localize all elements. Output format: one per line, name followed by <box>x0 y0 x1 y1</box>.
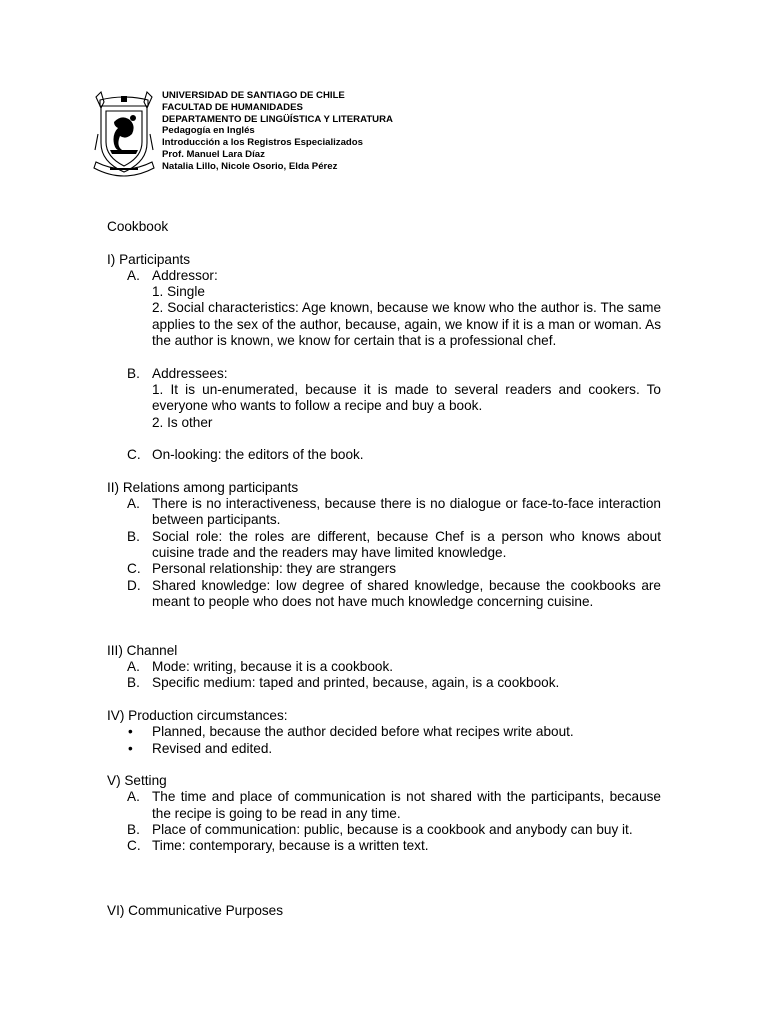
list-item <box>107 741 661 757</box>
addressees-point-2: 2. Is other <box>152 414 213 430</box>
list-item <box>107 268 661 284</box>
list-item <box>107 822 661 838</box>
list-item <box>107 838 661 854</box>
addressees-label: Addressees: <box>152 365 228 381</box>
list-item <box>107 496 661 529</box>
list-item <box>107 675 661 691</box>
university-crest-icon <box>92 88 156 180</box>
faculty-name: FACULTAD DE HUMANIDADES <box>162 101 303 113</box>
section-heading-channel: III) Channel <box>107 642 178 658</box>
list-marker: C. <box>127 561 141 577</box>
list-marker: C. <box>127 838 141 854</box>
list-item <box>107 447 661 463</box>
document-title: Cookbook <box>107 219 169 234</box>
list-item-text: Mode: writing, because it is a cookbook. <box>152 659 394 675</box>
list-item-text: Personal relationship: they are strangers <box>152 561 397 577</box>
list-item-text: The time and place of communication is not shared with the participants, because the recipe is going to be read in any time. <box>152 789 661 821</box>
list-item <box>107 659 661 675</box>
list-item <box>107 366 661 382</box>
list-item <box>107 724 661 740</box>
section-heading-production: IV) Production circumstances: <box>107 707 288 723</box>
addressor-label: Addressor: <box>152 267 218 283</box>
course-name: Introducción a los Registros Especializados <box>162 137 363 149</box>
list-item-text: Specific medium: taped and printed, because, again, is a cookbook. <box>152 675 560 691</box>
section-heading-relations: II) Relations among participants <box>107 479 299 495</box>
list-item <box>107 789 661 822</box>
section-heading-purposes: VI) Communicative Purposes <box>107 903 284 919</box>
list-item-text: Revised and edited. <box>152 740 273 756</box>
on-looking-text: On-looking: the editors of the book. <box>152 447 364 463</box>
list-marker: A. <box>127 659 140 675</box>
bullet-icon: • <box>128 740 133 756</box>
addressor-point-1: 1. Single <box>152 284 205 300</box>
section-heading-setting: V) Setting <box>107 773 167 789</box>
bullet-icon: • <box>128 724 133 740</box>
addressees-point-1: 1. It is un-enumerated, because it is made to several readers and cookers. To everyone who wants to follow a recipe and buy a book. <box>152 381 661 414</box>
list-marker: B. <box>127 528 140 544</box>
list-item-text: There is no interactiveness, because there is no dialogue or face-to-face interaction between participants. <box>152 496 661 528</box>
addressor-point-2: 2. Social characteristics: Age known, because we know who the author is. The same applies to the sex of the author, because, again, we know if it is a man or woman. As the author is known, we know for certain that is a professional chef. <box>152 300 661 349</box>
list-marker: A. <box>127 267 140 283</box>
section-heading-participants: I) Participants <box>107 251 191 267</box>
list-marker: C. <box>127 447 141 463</box>
list-item-text: Shared knowledge: low degree of shared knowledge, because the cookbooks are meant to people who does not have much knowledge concerning cuisine. <box>152 577 661 609</box>
list-marker: A. <box>127 789 140 805</box>
department-name: DEPARTAMENTO DE LINGÜÍSTICA Y LITERATURA <box>162 113 393 125</box>
list-marker: A. <box>127 496 140 512</box>
list-item-text: Place of communication: public, because is a cookbook and anybody can buy it. <box>152 821 633 837</box>
list-item-text: Social role: the roles are different, because Chef is a person who knows about cuisine trade and the readers may have limited knowledge. <box>152 528 661 560</box>
list-item-text: Planned, because the author decided before what recipes write about. <box>152 724 574 740</box>
authors-names: Natalia Lillo, Nicole Osorio, Elda Pérez <box>162 160 338 172</box>
document-body <box>107 219 661 920</box>
list-marker: D. <box>127 577 141 593</box>
institution-block <box>162 90 393 173</box>
list-item <box>107 578 661 611</box>
list-item <box>107 561 661 577</box>
list-item-text: Time: contemporary, because is a written text. <box>152 838 429 854</box>
list-item <box>107 529 661 562</box>
university-name: UNIVERSIDAD DE SANTIAGO DE CHILE <box>162 90 345 101</box>
professor-name: Prof. Manuel Lara Díaz <box>162 148 265 160</box>
list-marker: B. <box>127 675 140 691</box>
list-marker: B. <box>127 821 140 837</box>
program-name: Pedagogía en Inglés <box>162 125 255 137</box>
list-marker: B. <box>127 365 140 381</box>
